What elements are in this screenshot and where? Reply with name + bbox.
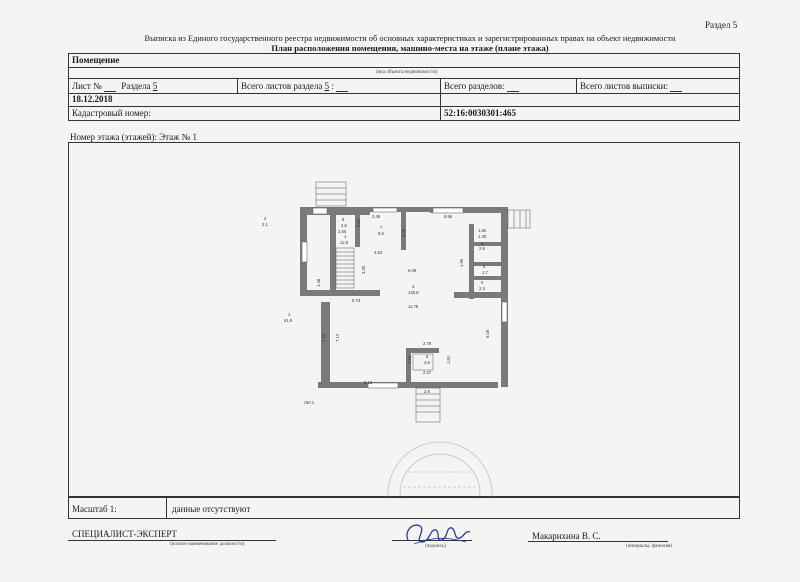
window <box>502 302 507 322</box>
plan-label: 6.5 <box>378 231 384 236</box>
plan-label: 2.05 <box>401 228 406 237</box>
plan-label: 2.9 <box>479 246 485 251</box>
wall <box>474 262 504 266</box>
scale-label: Масштаб 1: <box>72 504 117 514</box>
plan-label: 2.50 <box>338 229 347 234</box>
plan-label: 11.78 <box>408 304 419 309</box>
plan-label: 1 <box>344 234 347 239</box>
plan-label: 2.6 <box>341 223 347 228</box>
plan-title: План расположения помещения, машино-места на этаже (плане этажа) <box>271 43 549 53</box>
extract-date: 18.12.2018 <box>72 94 113 104</box>
window <box>313 208 327 214</box>
plan-label: 1.56 <box>407 355 412 364</box>
plan-label: 6.05 <box>485 329 490 338</box>
plan-label: 1.65 <box>478 228 487 233</box>
plan-label: 4.63 <box>374 250 383 255</box>
plan-label: 1.48 <box>316 278 321 287</box>
plan-label: 2 <box>264 216 267 221</box>
plan-label: 3 <box>412 284 415 289</box>
plan-label: 1.22 <box>321 333 326 342</box>
wall <box>406 348 411 386</box>
plan-label: Лит.1 <box>304 400 315 405</box>
window <box>373 208 397 212</box>
window <box>368 383 398 388</box>
plan-label: 1.7 <box>482 270 488 275</box>
wall <box>355 212 360 247</box>
signer-name-caption: (инициалы, фамилия) <box>626 544 673 549</box>
total-sheets: Всего листов раздела 5 : <box>241 81 348 92</box>
window <box>302 242 307 262</box>
plan-label: 6 <box>481 280 484 285</box>
plan-label: 148.8 <box>408 290 419 295</box>
scale-value: данные отсутствуют <box>172 504 251 514</box>
signer-name: Макарихина В. С. <box>532 531 601 541</box>
total-extract-sheets: Всего листов выписки: <box>580 81 682 92</box>
plan-label: 2.92 <box>356 218 361 227</box>
official-stamp <box>388 442 492 497</box>
plan-label: 1.81 <box>446 355 451 364</box>
wall <box>469 224 474 299</box>
window <box>433 208 463 213</box>
section-label: Раздел 5 <box>705 20 738 30</box>
plan-label: 3.30 <box>361 265 366 274</box>
plan-label: 4 <box>481 241 484 246</box>
plan-label: 4.6 <box>424 360 430 365</box>
plan-label: 12.6 <box>340 240 349 245</box>
plan-label: 2.78 <box>423 341 432 346</box>
plan-label: 8 <box>426 354 429 359</box>
cadastral-number: 52:16:0030301:465 <box>444 108 516 118</box>
plan-label: 2.46 <box>372 214 381 219</box>
plan-label: 1.40 <box>478 234 487 239</box>
wall <box>330 212 336 296</box>
signer-position-caption: (полное наименование должности) <box>170 542 245 547</box>
handwritten-signature <box>400 512 480 552</box>
wall <box>406 348 439 353</box>
object-type: Помещение <box>72 55 120 65</box>
object-type-caption: (вид объекта недвижимости) <box>376 70 438 75</box>
plan-label: 2.3 <box>479 286 485 291</box>
plan-label: 2.1 <box>262 222 268 227</box>
extract-title: Выписка из Единого государственного реестра недвижимости об основных характеристиках и зарегистрированных правах на объект недвижимости <box>144 34 676 43</box>
plan-label: 6.09 <box>408 268 417 273</box>
wall <box>454 292 504 298</box>
floor-number: Номер этажа (этажей): Этаж № 1 <box>70 132 197 142</box>
plan-label: 2.6 <box>424 389 430 394</box>
plan-label: 61.9 <box>284 318 293 323</box>
section-number: 5 <box>152 81 158 91</box>
floor-plan <box>68 142 740 497</box>
plan-label: 2.47 <box>423 370 432 375</box>
wall <box>321 302 330 388</box>
toilet <box>413 354 433 370</box>
plan-label: 5 <box>483 264 486 269</box>
signature-caption: (подпись) <box>425 544 446 549</box>
signer-position: СПЕЦИАЛИСТ-ЭКСПЕРТ <box>72 529 177 539</box>
plan-label: 5.12 <box>364 380 373 385</box>
total-sections: Всего разделов: <box>444 81 519 92</box>
wall <box>474 276 504 280</box>
plan-label: 1 <box>288 312 291 317</box>
plan-label: 6.56 <box>444 214 453 219</box>
plan-label: 9 <box>342 217 345 222</box>
plan-label: 7.12 <box>335 333 340 342</box>
cadastral-label: Кадастровый номер: <box>72 108 151 118</box>
wall <box>330 290 380 296</box>
plan-label: 1.95 <box>459 258 464 267</box>
plan-label: 5.73 <box>352 298 361 303</box>
sheet-number-label: Лист № Раздела 5 <box>72 81 158 91</box>
plan-label: 7 <box>380 225 383 230</box>
side-steps <box>508 210 530 228</box>
